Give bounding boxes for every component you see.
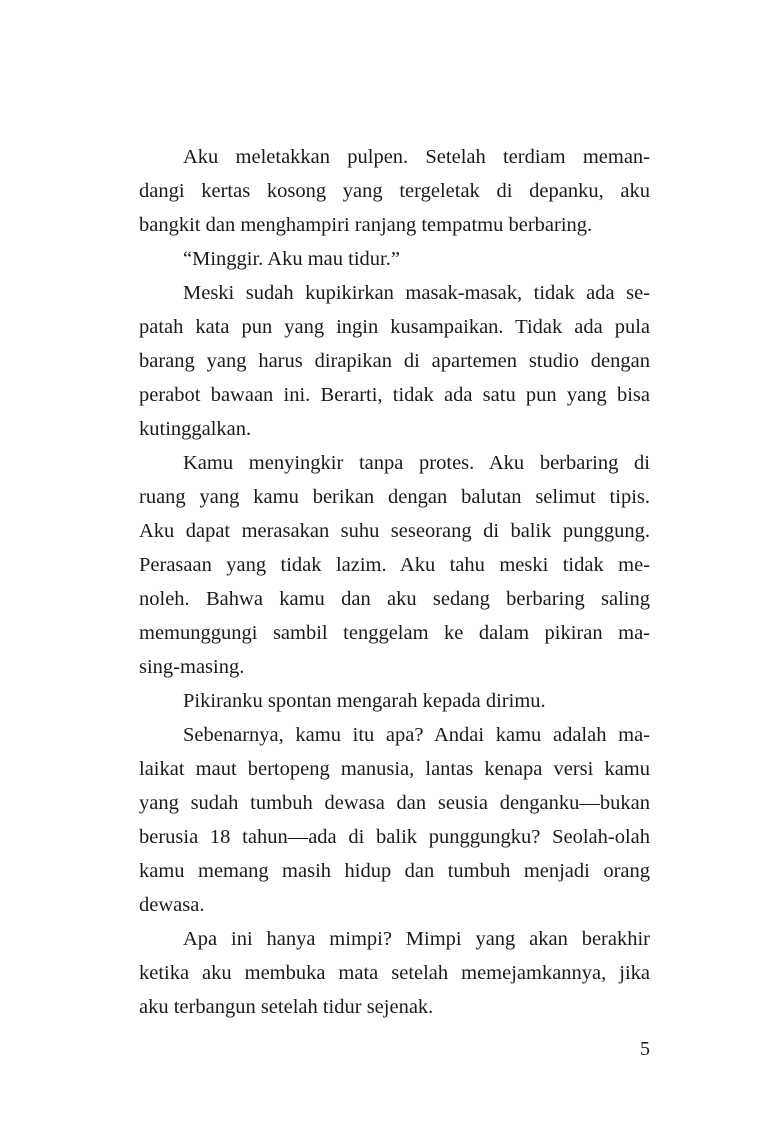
page-number: 5 xyxy=(640,1038,650,1060)
book-page-body xyxy=(139,140,650,1024)
text-line: Aku meletakkan pulpen. Setelah terdiam meman- xyxy=(183,146,650,168)
text-line: kamu memang masih hidup dan tumbuh menjadi orang xyxy=(139,860,650,882)
text-line: Aku dapat merasakan suhu seseorang di balik punggung. xyxy=(139,520,650,542)
text-line: noleh. Bahwa kamu dan aku sedang berbaring saling xyxy=(139,588,650,610)
text-line: dangi kertas kosong yang tergeletak di depanku, aku xyxy=(139,180,650,202)
text-line: barang yang harus dirapikan di apartemen studio dengan xyxy=(139,350,650,372)
text-line: Apa ini hanya mimpi? Mimpi yang akan berakhir xyxy=(183,928,650,950)
text-line: “Minggir. Aku mau tidur.” xyxy=(183,248,400,270)
text-line: Kamu menyingkir tanpa protes. Aku berbaring di xyxy=(183,452,650,474)
text-line: berusia 18 tahun—ada di balik punggungku? Seolah-olah xyxy=(139,826,650,848)
text-line: memunggungi sambil tenggelam ke dalam pikiran ma- xyxy=(139,622,650,644)
text-line: kutinggalkan. xyxy=(139,418,252,440)
text-line: dewasa. xyxy=(139,894,205,916)
text-line: ruang yang kamu berikan dengan balutan selimut tipis. xyxy=(139,486,650,508)
text-line: patah kata pun yang ingin kusampaikan. Tidak ada pula xyxy=(139,316,650,338)
text-line: Perasaan yang tidak lazim. Aku tahu meski tidak me- xyxy=(139,554,650,576)
text-line: laikat maut bertopeng manusia, lantas kenapa versi kamu xyxy=(139,758,650,780)
text-line: aku terbangun setelah tidur sejenak. xyxy=(139,996,434,1018)
text-line: Pikiranku spontan mengarah kepada dirimu. xyxy=(183,690,546,712)
text-line: Meski sudah kupikirkan masak-masak, tidak ada se- xyxy=(183,282,650,304)
text-line: yang sudah tumbuh dewasa dan seusia denganku—bukan xyxy=(139,792,650,814)
text-line: perabot bawaan ini. Berarti, tidak ada satu pun yang bisa xyxy=(139,384,650,406)
text-line: ketika aku membuka mata setelah memejamkannya, jika xyxy=(139,962,650,984)
text-line: Sebenarnya, kamu itu apa? Andai kamu adalah ma- xyxy=(183,724,650,746)
text-line: sing-masing. xyxy=(139,656,245,678)
text-line: bangkit dan menghampiri ranjang tempatmu berbaring. xyxy=(139,214,593,236)
